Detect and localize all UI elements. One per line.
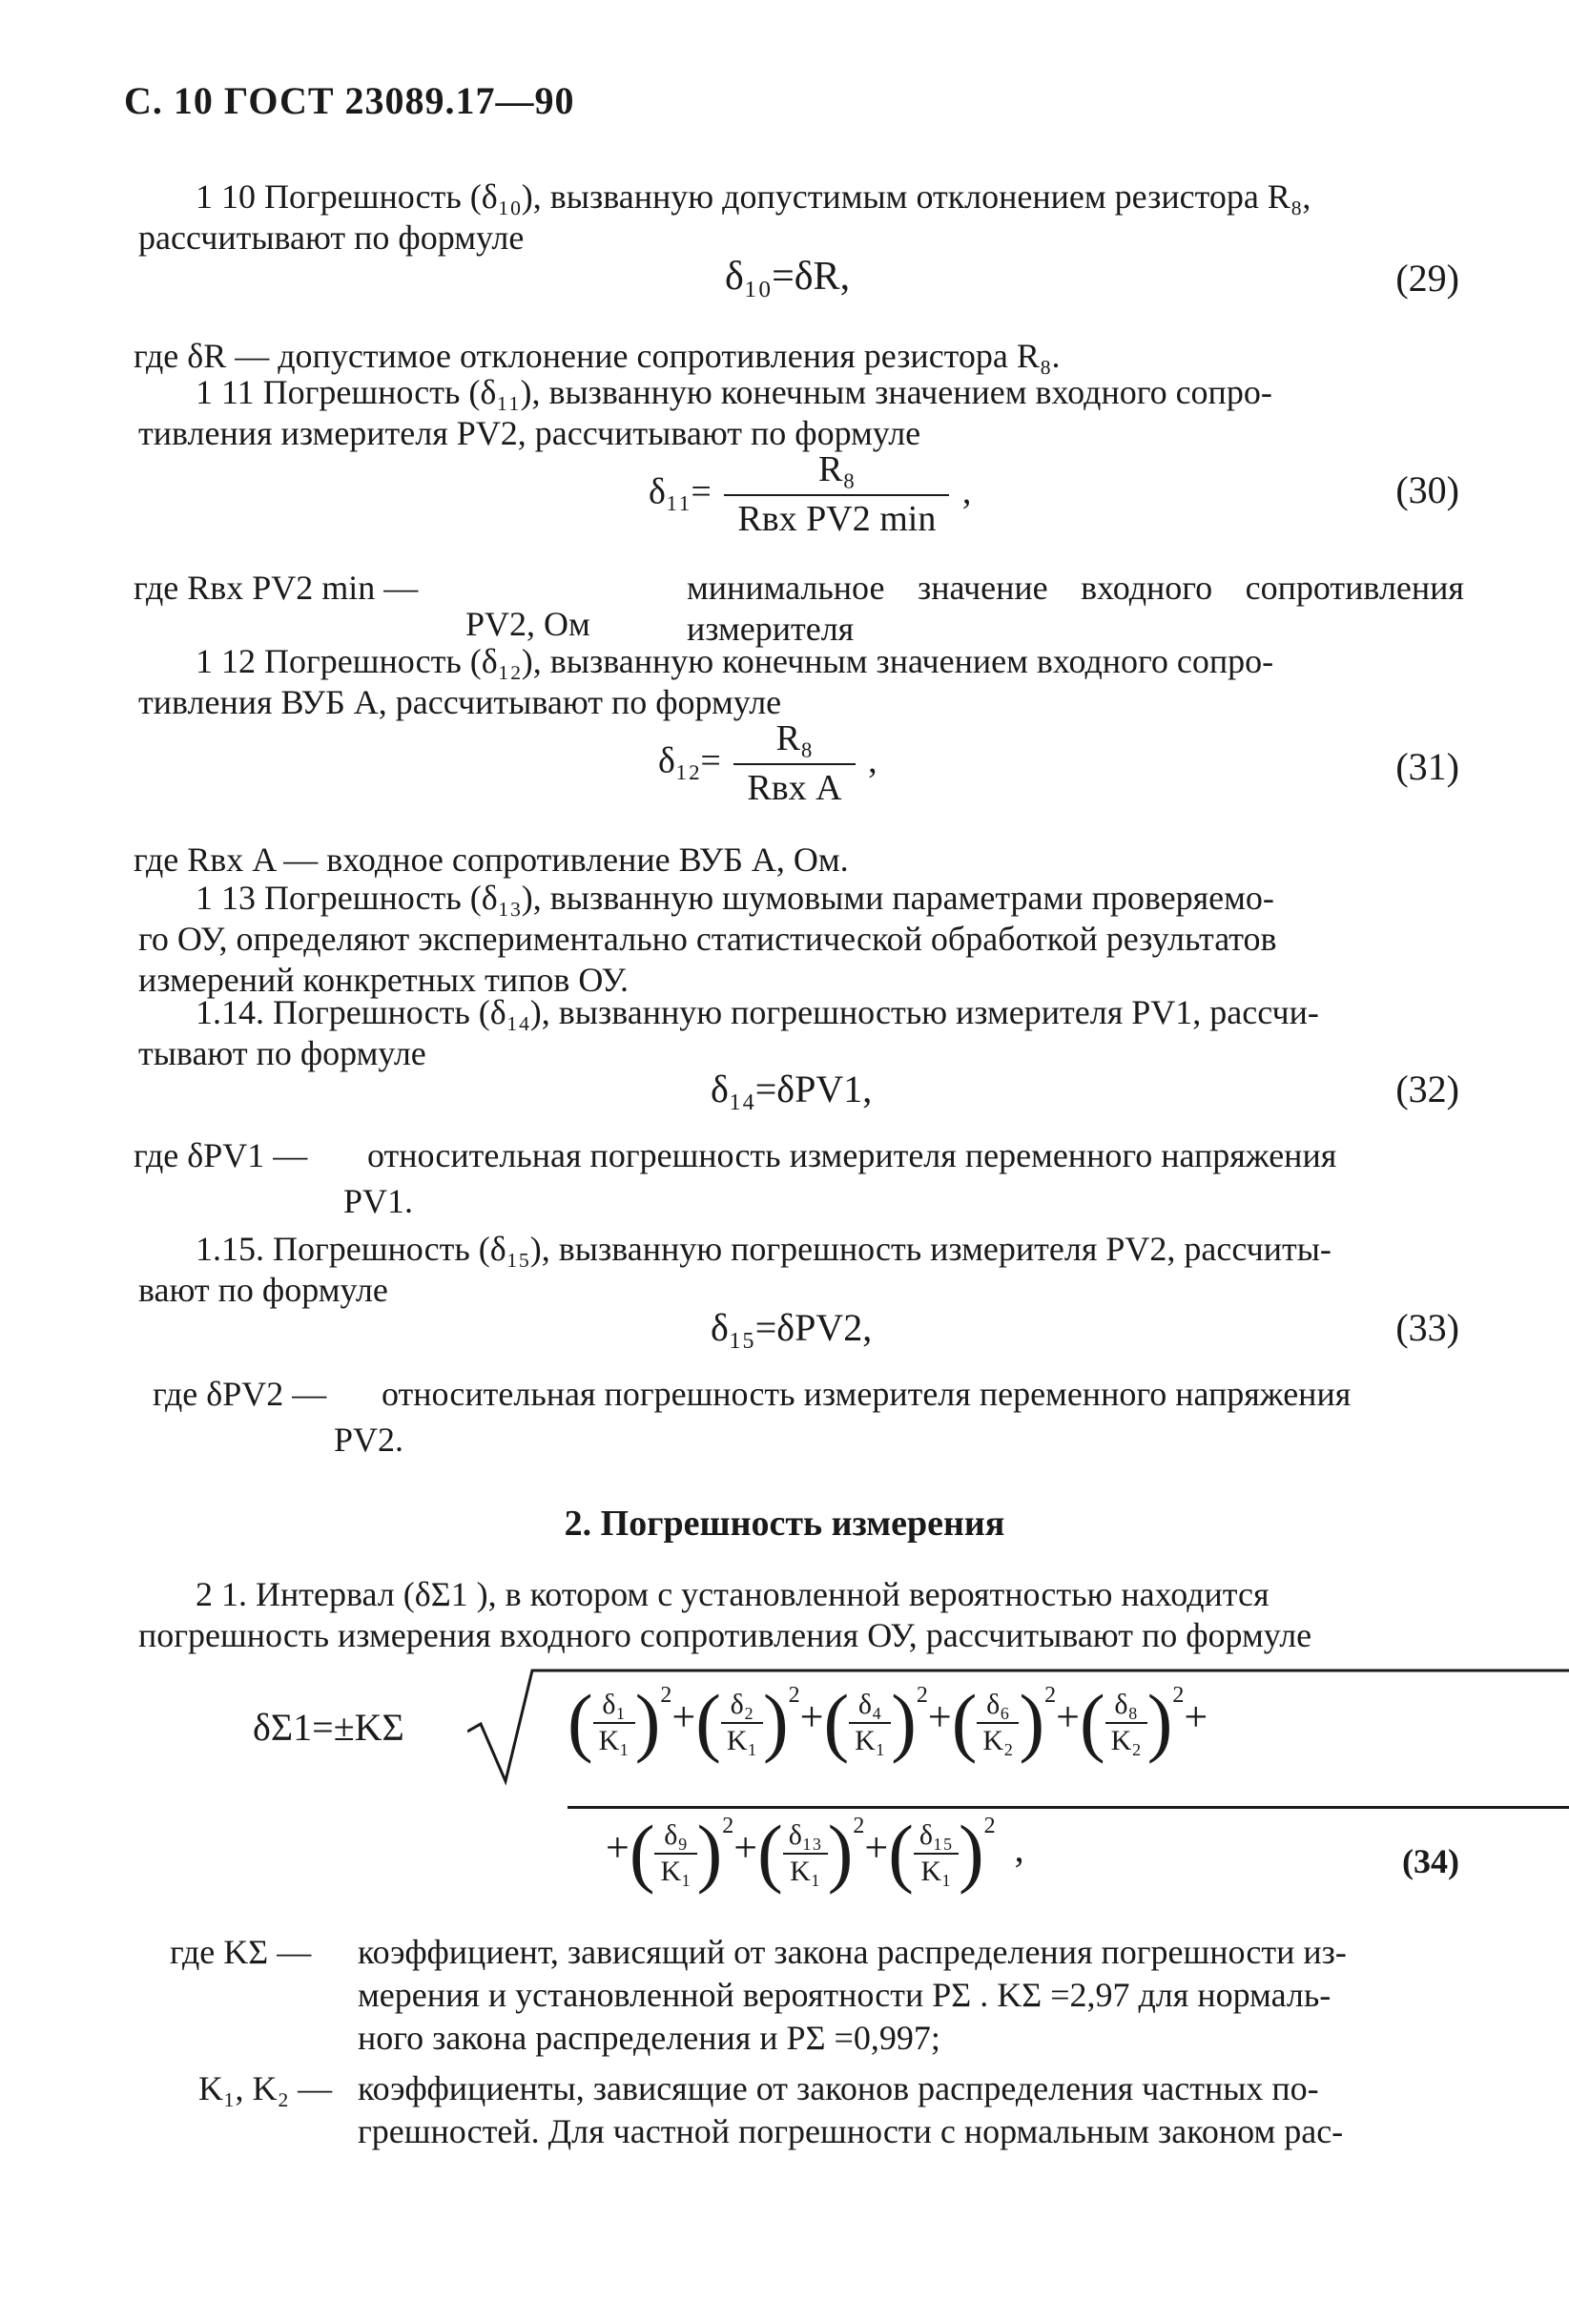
term-4-den: K₁ — [855, 1724, 886, 1756]
where-1-11-line2: PV2, Ом — [465, 605, 590, 643]
formula-31-denominator: Rвх A — [747, 767, 842, 808]
paragraph-1-11 — [138, 372, 1459, 454]
formula-30-denominator: Rвх PV2 min — [737, 498, 937, 539]
equation-number-30: (30) — [1395, 468, 1459, 511]
term-13: ( $\frac{\text{δ₁₃}}{\text{K₁}}$ )$^2$ — [757, 1811, 865, 1896]
where-1-12: где Rвх A — входное сопротивление ВУБ A, Ом. — [134, 840, 849, 879]
formula-32: δ₁₄=δPV1, — [711, 1068, 873, 1110]
def-k1-k2-line2: грешностей. Для частной погрешности с нормальным законом рас- — [358, 2112, 1344, 2150]
paragraph-1-14 — [138, 992, 1459, 1074]
paragraph-2-1 — [138, 1574, 1459, 1656]
paragraph-1-14-line1: 1.14. Погрешность (δ₁₄), вызванную погрешностью измерителя PV1, рассчи- — [196, 993, 1319, 1031]
term-8-num: δ₈ — [1105, 1688, 1147, 1724]
paragraph-1-13 — [138, 878, 1459, 1002]
term-13-den: K₁ — [790, 1855, 821, 1887]
term-6-num: δ₆ — [977, 1688, 1019, 1724]
term-6-den: K₂ — [982, 1724, 1014, 1756]
section-heading: 2. Погрешность измерения — [564, 1504, 1005, 1544]
where-1-14-line1: относительная погрешность измерителя переменного напряжения — [367, 1136, 1337, 1174]
term-9-den: K₁ — [660, 1855, 692, 1887]
where-1-15-line2: PV2. — [334, 1421, 404, 1459]
term-1-num: δ₁ — [593, 1688, 635, 1724]
paragraph-1-15-line1: 1.15. Погрешность (δ₁₅), вызванную погрешность измерителя PV2, рассчиты- — [196, 1230, 1332, 1268]
paragraph-1-13-line2: го ОУ, определяют экспериментально статистической обработкой результатов — [138, 920, 1277, 959]
formula-34 — [253, 1665, 1474, 1913]
formula-30-tail: , — [961, 471, 972, 512]
page-header: С. 10 ГОСТ 23089.17—90 — [124, 79, 575, 122]
paragraph-1-12 — [138, 641, 1459, 723]
formula-31-tail: , — [868, 740, 877, 781]
def-k1-k2-line1: коэффициенты, зависящие от законов распределения частных по- — [358, 2069, 1319, 2107]
term-1: ( $\frac{\text{δ₁}}{\text{K₁}}$ )$^2$ — [568, 1680, 672, 1765]
where-1-10: где δR — допустимое отклонение сопротивления резистора R₈. — [134, 337, 1061, 375]
equation-number-31: (31) — [1395, 745, 1459, 788]
def-k-sigma-line3: ного закона распределения и PΣ =0,997; — [358, 2019, 940, 2057]
paragraph-1-11-line1: 1 11 Погрешность (δ₁₁), вызванную конечным значением входного сопро- — [196, 373, 1272, 411]
paragraph-1-12-line2: тивления ВУБ A, рассчитывают по формуле — [138, 683, 782, 722]
def-k-sigma-line2: мерения и установленной вероятности PΣ . KΣ =2,97 для нормаль- — [358, 1976, 1332, 2014]
paragraph-1-12-line1: 1 12 Погрешность (δ₁₂), вызванную конечным значением входного сопро- — [196, 642, 1274, 680]
equation-number-34: (34) — [1402, 1842, 1459, 1880]
term-2-den: K₁ — [726, 1724, 757, 1756]
formula-31-fraction — [733, 717, 855, 810]
formula-31-lhs: δ₁₂= — [658, 740, 721, 781]
formula-34-row2: +( $\frac{\text{δ₉}}{\text{K₁}}$ )$^2$+( $\frac{\text{δ₁₃}}{\text{K₁}}$ )$^2$+( $\frac{\text{δ₁₅}}{\text{K₁}}$ )$^2$ , — [606, 1811, 1024, 1896]
term-9-num: δ₉ — [654, 1818, 696, 1855]
formula-34-lhs: δΣ1=±KΣ — [253, 1706, 404, 1749]
term-15: ( $\frac{\text{δ₁₅}}{\text{K₁}}$ )$^2$ — [888, 1811, 996, 1896]
formula-30-numerator: R₈ — [724, 448, 949, 496]
term-4-num: δ₄ — [849, 1688, 891, 1724]
def-k1-k2-term: K₁, K₂ — — [198, 2069, 333, 2107]
where-1-15 — [153, 1374, 1464, 1415]
term-13-num: δ₁₃ — [783, 1818, 828, 1855]
equation-number-29: (29) — [1395, 257, 1459, 300]
paragraph-2-1-line1: 2 1. Интервал (δΣ1 ), в котором с установленной вероятностью находится — [196, 1575, 1270, 1613]
equation-number-32: (32) — [1395, 1068, 1459, 1110]
term-8-den: K₂ — [1110, 1724, 1142, 1756]
paragraph-1-10-line2: рассчитывают по формуле — [138, 218, 525, 258]
term-6: ( $\frac{\text{δ₆}}{\text{K₂}}$ )$^2$ — [951, 1680, 1057, 1765]
formula-33: δ₁₅=δPV2, — [711, 1306, 873, 1349]
where-1-11-term: где Rвх PV2 min — — [134, 569, 419, 607]
where-1-15-term: где δPV2 — — [153, 1375, 327, 1413]
formula-30 — [649, 448, 971, 541]
term-2-num: δ₂ — [721, 1688, 763, 1724]
where-1-14-term: где δPV1 — — [134, 1136, 308, 1174]
paragraph-1-15-line2: вают по формуле — [138, 1271, 388, 1310]
term-15-num: δ₁₅ — [914, 1818, 959, 1855]
paragraph-1-13-line1: 1 13 Погрешность (δ₁₃), вызванную шумовыми параметрами проверяемо- — [196, 879, 1274, 917]
where-1-14 — [134, 1135, 1464, 1176]
term-9: ( $\frac{\text{δ₉}}{\text{K₁}}$ )$^2$ — [629, 1811, 734, 1896]
def-k-sigma-term: где KΣ — — [170, 1933, 312, 1971]
paragraph-2-1-line2: погрешность измерения входного сопротивления ОУ, рассчитывают по формуле — [138, 1616, 1312, 1655]
formula-34-row1: ( $\frac{\text{δ₁}}{\text{K₁}}$ )$^2$+( $\frac{\text{δ₂}}{\text{K₁}}$ )$^2$+( $\frac{\text{δ₄}}{\text{K₁}}$ )$^2$+( $\frac{\text{δ₆}}{\text{K₂}}$ )$^2$+( $\frac{\text{δ₈}}{\text{K₂}}$ )$^2$+ — [568, 1680, 1208, 1765]
paragraph-1-13-line3: измерений конкретных типов ОУ. — [138, 961, 629, 1000]
formula-31-numerator: R₈ — [733, 717, 855, 765]
formula-30-fraction — [724, 448, 949, 541]
paragraph-1-11-line2: тивления измерителя PV2, рассчитывают по формуле — [138, 414, 921, 453]
term-2: ( $\frac{\text{δ₂}}{\text{K₁}}$ )$^2$ — [695, 1680, 800, 1765]
paragraph-1-15 — [138, 1229, 1459, 1311]
paragraph-1-10 — [138, 176, 1459, 259]
formula-29: δ₁₀=δR, — [725, 255, 851, 299]
term-15-den: K₁ — [920, 1855, 952, 1887]
paragraph-1-14-line2: тывают по формуле — [138, 1034, 426, 1073]
formula-30-lhs: δ₁₁= — [649, 471, 712, 512]
where-1-15-line1: относительная погрешность измерителя переменного напряжения — [382, 1375, 1352, 1413]
equation-number-33: (33) — [1395, 1306, 1459, 1349]
def-k-sigma-line1: коэффициент, зависящий от закона распределения погрешности из- — [358, 1933, 1347, 1971]
formula-31 — [658, 717, 877, 810]
term-8: ( $\frac{\text{δ₈}}{\text{K₂}}$ )$^2$ — [1079, 1680, 1185, 1765]
where-1-11-line1: минимальное значение входного сопротивления измерителя — [687, 569, 1464, 649]
term-1-den: K₁ — [598, 1724, 630, 1756]
where-1-14-line2: PV1. — [343, 1182, 414, 1220]
term-4: ( $\frac{\text{δ₄}}{\text{K₁}}$ )$^2$ — [823, 1680, 928, 1765]
radical-continuation-bar — [568, 1806, 1569, 1809]
paragraph-1-10-line1: 1 10 Погрешность (δ₁₀), вызванную допустимым отклонением резистора R₈, — [196, 177, 1311, 216]
